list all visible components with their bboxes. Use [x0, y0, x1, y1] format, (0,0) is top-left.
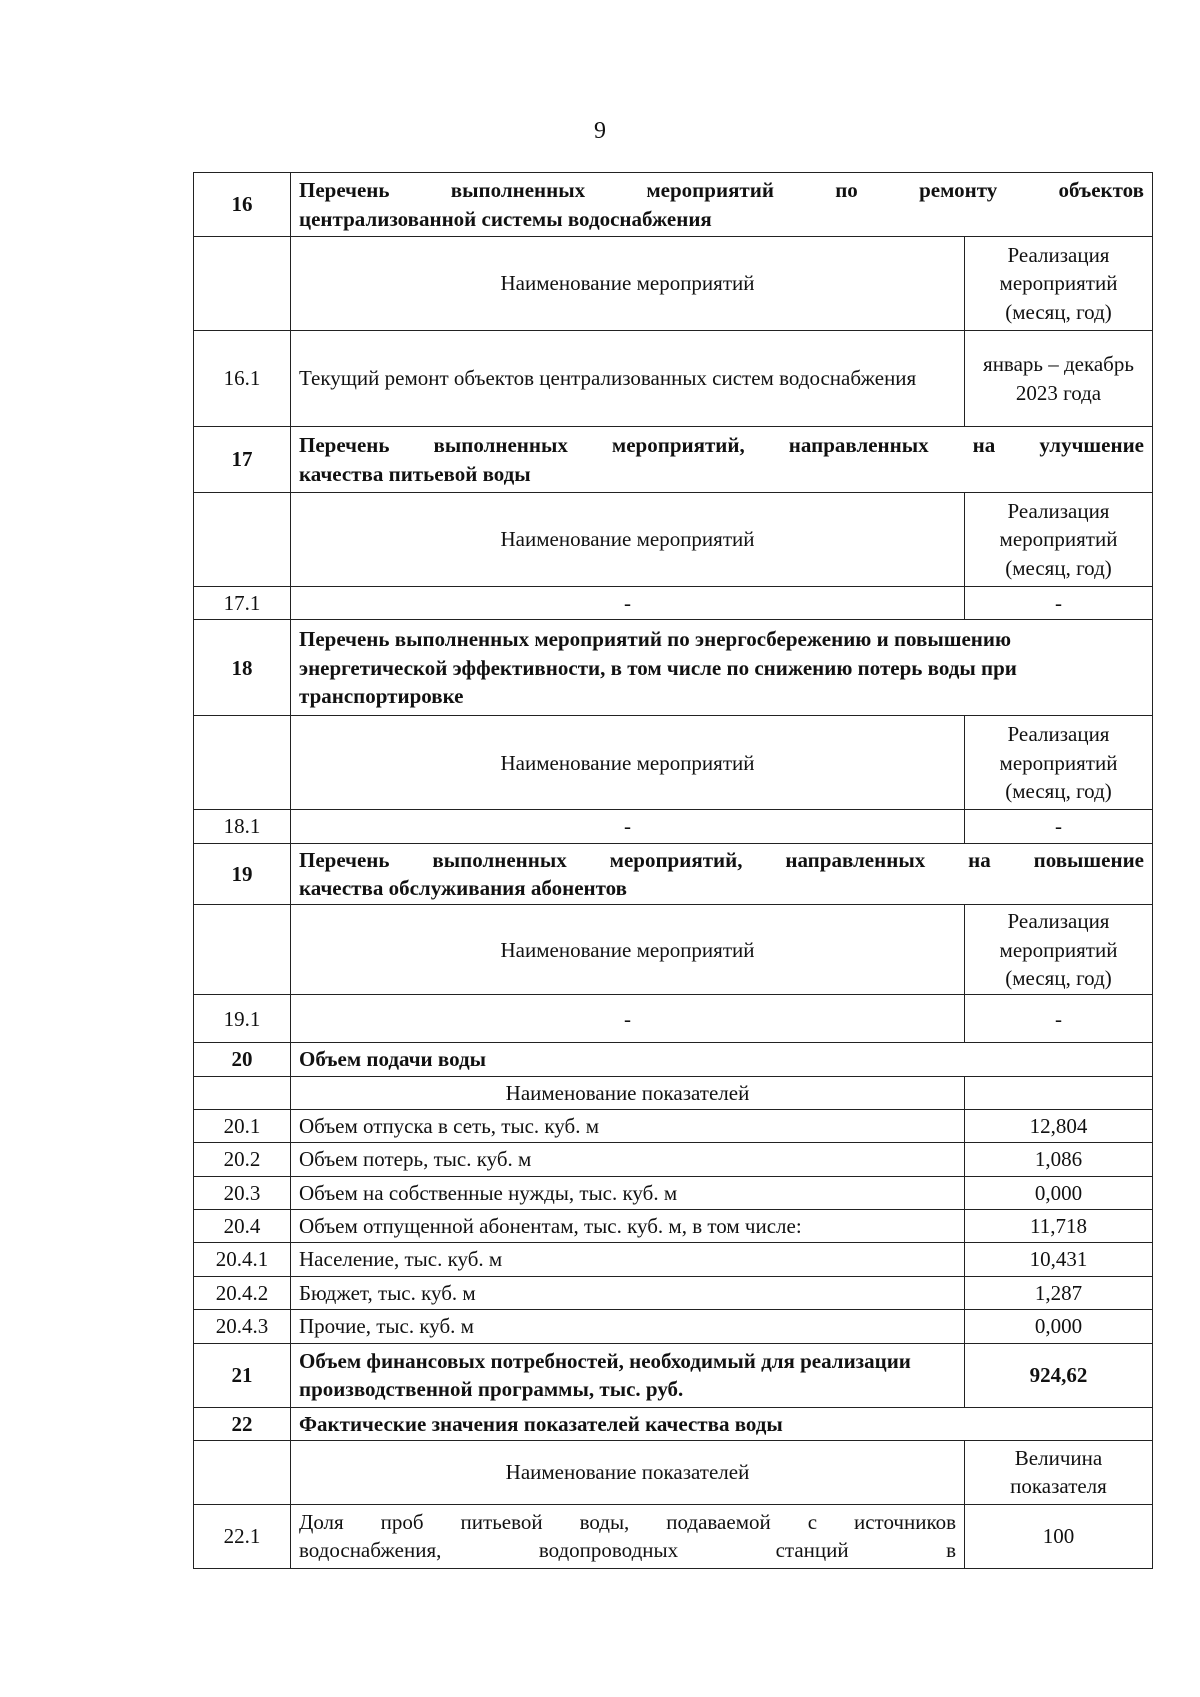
- indicator-value: 100: [965, 1504, 1153, 1568]
- indicator-value: 11,718: [965, 1210, 1153, 1243]
- indicator-name: [291, 1504, 965, 1568]
- section-title: [291, 173, 1153, 237]
- table-row: [194, 1243, 1153, 1276]
- measure-name: -: [291, 995, 965, 1043]
- empty-cell: [194, 493, 291, 587]
- section-row-19: [194, 843, 1153, 905]
- implementation-period: январь – декабрь 2023 года: [965, 331, 1153, 427]
- header-row: [194, 493, 1153, 587]
- table-row: [194, 1310, 1153, 1343]
- header-row: [194, 1440, 1153, 1504]
- indicator-value: 1,287: [965, 1276, 1153, 1309]
- indicator-name: Объем отпуска в сеть, тыс. куб. м: [291, 1110, 965, 1143]
- table-row: [194, 1110, 1153, 1143]
- table-row: [194, 1176, 1153, 1209]
- row-number: 22.1: [194, 1504, 291, 1568]
- section-row-17: [194, 427, 1153, 493]
- row-number: 20.4.2: [194, 1276, 291, 1309]
- section-row-20: [194, 1043, 1153, 1076]
- section-title-line: качества обслуживания абонентов: [299, 876, 627, 901]
- measure-name: -: [291, 587, 965, 620]
- implementation-period: -: [965, 587, 1153, 620]
- table-row: [194, 1504, 1153, 1568]
- row-number: 20.3: [194, 1176, 291, 1209]
- table-row: [194, 995, 1153, 1043]
- empty-cell: [194, 905, 291, 995]
- header-row: [194, 237, 1153, 331]
- table-row: [194, 810, 1153, 843]
- section-title: Объем финансовых потребностей, необходимый для реализации производственной программы, тыс. руб.: [291, 1343, 965, 1407]
- indicator-name-line: Доля проб питьевой воды, подаваемой с источников: [299, 1510, 956, 1534]
- indicator-value: 10,431: [965, 1243, 1153, 1276]
- indicator-name: Объем на собственные нужды, тыс. куб. м: [291, 1176, 965, 1209]
- row-number: 18: [194, 620, 291, 716]
- row-number: 19: [194, 843, 291, 905]
- indicator-value: 0,000: [965, 1176, 1153, 1209]
- section-title: [291, 843, 1153, 905]
- indicator-name: Объем потерь, тыс. куб. м: [291, 1143, 965, 1176]
- empty-cell: [194, 1076, 291, 1109]
- indicator-name: Бюджет, тыс. куб. м: [291, 1276, 965, 1309]
- column-header-name: Наименование мероприятий: [291, 237, 965, 331]
- page-number: 9: [594, 118, 606, 144]
- row-number: 20.1: [194, 1110, 291, 1143]
- section-title-line: качества питьевой воды: [299, 461, 531, 486]
- production-program-table: [193, 172, 1153, 1569]
- table-row: [194, 1276, 1153, 1309]
- column-header-indicator: Наименование показателей: [291, 1076, 965, 1109]
- row-number: 17.1: [194, 587, 291, 620]
- empty-cell: [194, 1440, 291, 1504]
- indicator-value: 12,804: [965, 1110, 1153, 1143]
- table-row: [194, 331, 1153, 427]
- row-number: 20.2: [194, 1143, 291, 1176]
- empty-cell: [194, 237, 291, 331]
- indicator-name: Объем отпущенной абонентам, тыс. куб. м, в том числе:: [291, 1210, 965, 1243]
- indicator-value: 0,000: [965, 1310, 1153, 1343]
- header-row: [194, 905, 1153, 995]
- table-row: [194, 587, 1153, 620]
- section-title: Объем подачи воды: [291, 1043, 1153, 1076]
- row-number: 20.4: [194, 1210, 291, 1243]
- indicator-value: 1,086: [965, 1143, 1153, 1176]
- column-header-name: Наименование мероприятий: [291, 716, 965, 810]
- column-header-indicator: Наименование показателей: [291, 1440, 965, 1504]
- column-header-implementation: Реализация мероприятий (месяц, год): [965, 237, 1153, 331]
- financial-value: 924,62: [965, 1343, 1153, 1407]
- section-title-line: Перечень выполненных мероприятий по ремонту объектов: [299, 178, 1144, 203]
- column-header-implementation: Реализация мероприятий (месяц, год): [965, 493, 1153, 587]
- table-row: [194, 1143, 1153, 1176]
- indicator-name: Прочие, тыс. куб. м: [291, 1310, 965, 1343]
- row-number: 17: [194, 427, 291, 493]
- row-number: 16: [194, 173, 291, 237]
- column-header-name: Наименование мероприятий: [291, 493, 965, 587]
- header-row: [194, 716, 1153, 810]
- indicator-name: Население, тыс. куб. м: [291, 1243, 965, 1276]
- row-number: 19.1: [194, 995, 291, 1043]
- implementation-period: -: [965, 810, 1153, 843]
- row-number: 20: [194, 1043, 291, 1076]
- section-row-22: [194, 1407, 1153, 1440]
- header-row: [194, 1076, 1153, 1109]
- section-row-21: [194, 1343, 1153, 1407]
- row-number: 18.1: [194, 810, 291, 843]
- section-title-line: централизованной системы водоснабжения: [299, 206, 712, 231]
- row-number: 20.4.3: [194, 1310, 291, 1343]
- row-number: 21: [194, 1343, 291, 1407]
- indicator-name-line: водоснабжения, водопроводных станций в: [299, 1538, 956, 1563]
- row-number: 20.4.1: [194, 1243, 291, 1276]
- section-title-line: Перечень выполненных мероприятий, направленных на повышение: [299, 847, 1144, 872]
- row-number: 16.1: [194, 331, 291, 427]
- column-header-value: Величина показателя: [965, 1440, 1153, 1504]
- column-header-implementation: Реализация мероприятий (месяц, год): [965, 716, 1153, 810]
- empty-cell: [194, 716, 291, 810]
- column-header-value: [965, 1076, 1153, 1109]
- column-header-name: Наименование мероприятий: [291, 905, 965, 995]
- measure-name: Текущий ремонт объектов централизованных систем водоснабжения: [291, 331, 965, 427]
- section-title-line: Перечень выполненных мероприятий, направленных на улучшение: [299, 433, 1144, 458]
- row-number: 22: [194, 1407, 291, 1440]
- section-title: Фактические значения показателей качества воды: [291, 1407, 1153, 1440]
- section-row-16: [194, 173, 1153, 237]
- implementation-period: -: [965, 995, 1153, 1043]
- table-row: [194, 1210, 1153, 1243]
- column-header-implementation: Реализация мероприятий (месяц, год): [965, 905, 1153, 995]
- section-title: Перечень выполненных мероприятий по энергосбережению и повышению энергетической эффективности, в том числе по снижению потерь воды при транспортировке: [291, 620, 1153, 716]
- section-title: [291, 427, 1153, 493]
- measure-name: -: [291, 810, 965, 843]
- section-row-18: [194, 620, 1153, 716]
